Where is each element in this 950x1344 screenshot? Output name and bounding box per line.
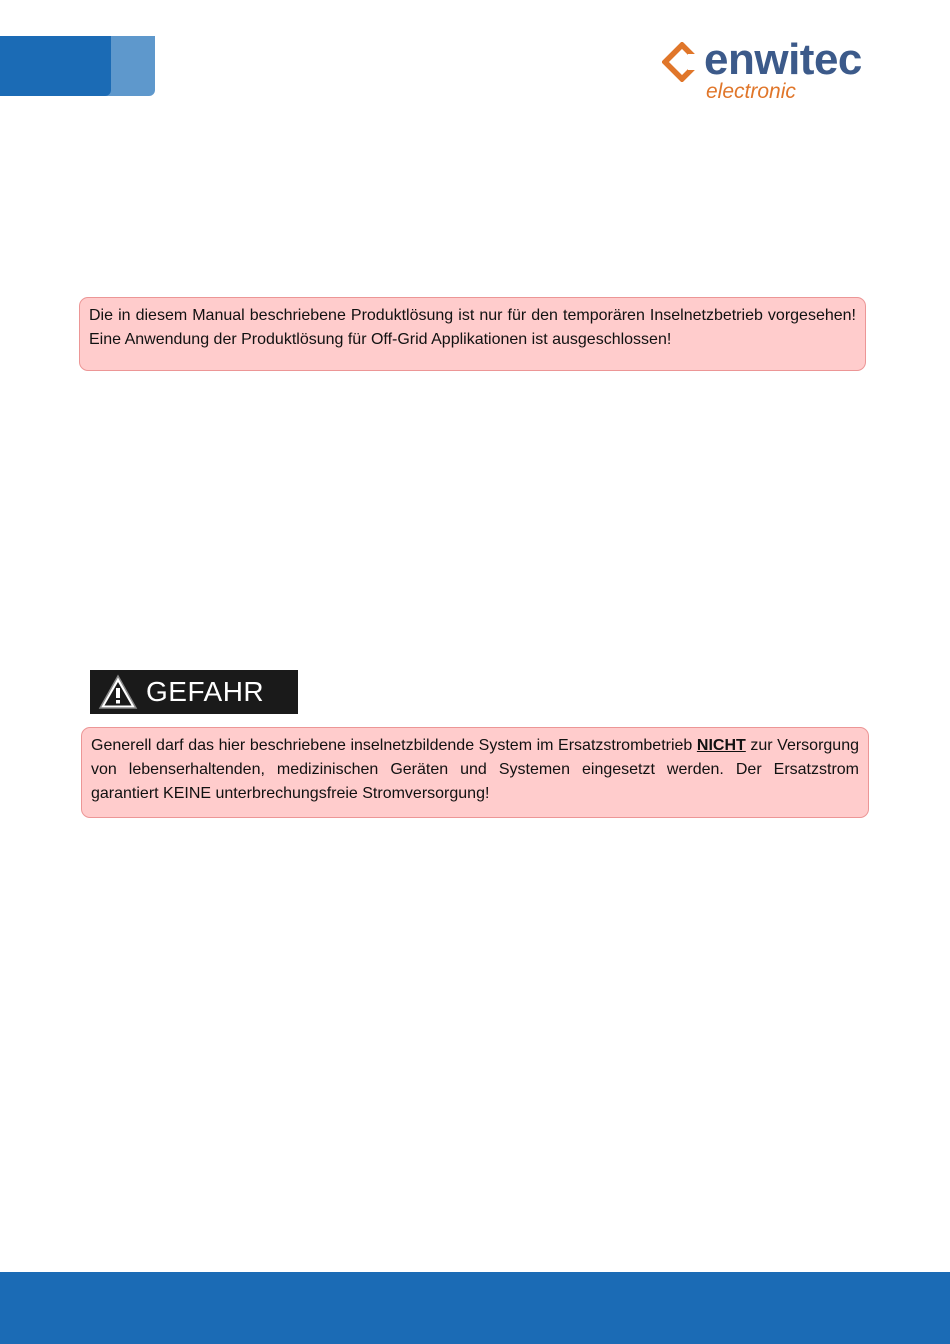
danger-notice-text-part2: zur Versorgung von lebenserhaltenden, medizinischen Geräten und Systemen eingesetzt werden. Der Ersatzstrom garantiert KEINE unterbrechungsfreie Stromversorgung! <box>91 737 860 802</box>
danger-notice <box>81 727 869 818</box>
danger-notice-emphasis: NICHT <box>696 737 746 754</box>
logo-subtitle: electronic <box>706 80 796 103</box>
enwitec-logo <box>660 34 900 106</box>
logo-brand: enwitec <box>704 35 862 84</box>
danger-notice-text-part1: Generell darf das hier beschriebene inselnetzbildende System im Ersatzstrombetrieb <box>91 737 697 754</box>
diamond-logo-icon <box>662 42 702 82</box>
offgrid-notice-text: Die in diesem Manual beschriebene Produktlösung ist nur für den temporären Inselnetzbetrieb vorgesehen! Eine Anwendung der Produktlösung für Off-Grid Applikationen ist ausgeschlossen! <box>89 307 856 348</box>
header-corner-tab-dark <box>0 36 111 96</box>
offgrid-notice <box>79 297 866 371</box>
danger-label <box>90 670 298 714</box>
warning-triangle-icon <box>98 674 138 710</box>
danger-label-text: GEFAHR <box>146 676 265 707</box>
footer-bar <box>0 1272 950 1344</box>
header-corner-tab <box>0 36 155 96</box>
